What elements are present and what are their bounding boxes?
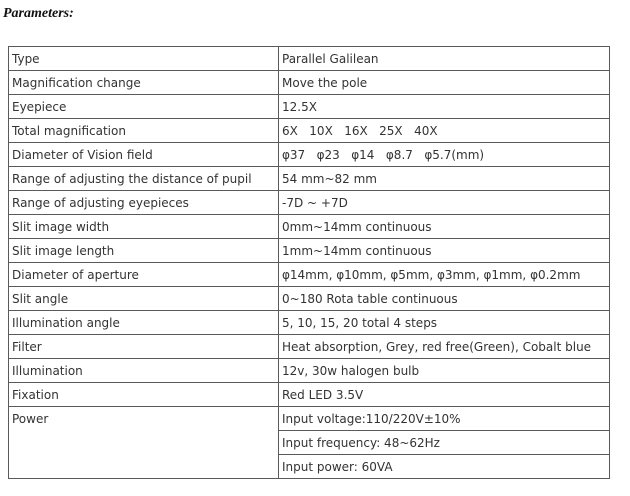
param-name-power: Power <box>9 407 279 479</box>
param-name: Magnification change <box>9 71 279 95</box>
param-name: Illumination <box>9 359 279 383</box>
table-row <box>9 95 610 119</box>
param-name: Filter <box>9 335 279 359</box>
param-value-input-frequency: Input frequency: 48~62Hz <box>279 431 610 455</box>
parameters-table <box>8 46 610 479</box>
param-name: Diameter of Vision field <box>9 143 279 167</box>
param-name: Illumination angle <box>9 311 279 335</box>
param-value: φ14mm, φ10mm, φ5mm, φ3mm, φ1mm, φ0.2mm <box>279 263 610 287</box>
table-row <box>9 335 610 359</box>
param-value: Parallel Galilean <box>279 47 610 71</box>
table-row <box>9 359 610 383</box>
param-name: Diameter of aperture <box>9 263 279 287</box>
param-name: Slit image width <box>9 215 279 239</box>
table-row <box>9 263 610 287</box>
param-name: Type <box>9 47 279 71</box>
table-row-power <box>9 407 610 431</box>
param-value-input-voltage: Input voltage:110/220V±10% <box>279 407 610 431</box>
table-row <box>9 119 610 143</box>
table-row <box>9 311 610 335</box>
param-value: Move the pole <box>279 71 610 95</box>
param-name: Slit angle <box>9 287 279 311</box>
table-row <box>9 167 610 191</box>
table-row <box>9 383 610 407</box>
param-value: 12v, 30w halogen bulb <box>279 359 610 383</box>
table-row <box>9 71 610 95</box>
param-value: 0mm~14mm continuous <box>279 215 610 239</box>
table-row <box>9 191 610 215</box>
param-value: Red LED 3.5V <box>279 383 610 407</box>
table-row <box>9 215 610 239</box>
parameters-heading: Parameters: <box>3 6 74 21</box>
param-value-input-power: Input power: 60VA <box>279 455 610 479</box>
param-value: φ37 φ23 φ14 φ8.7 φ5.7(mm) <box>279 143 610 167</box>
param-value: -7D ~ +7D <box>279 191 610 215</box>
table-row <box>9 287 610 311</box>
param-name: Range of adjusting eyepieces <box>9 191 279 215</box>
table-row <box>9 239 610 263</box>
parameters-table-body <box>9 47 610 479</box>
param-value: 54 mm~82 mm <box>279 167 610 191</box>
param-name: Slit image length <box>9 239 279 263</box>
param-name: Range of adjusting the distance of pupil <box>9 167 279 191</box>
param-name: Eyepiece <box>9 95 279 119</box>
param-value: 1mm~14mm continuous <box>279 239 610 263</box>
param-value: 6X 10X 16X 25X 40X <box>279 119 610 143</box>
param-value: 12.5X <box>279 95 610 119</box>
param-name: Total magnification <box>9 119 279 143</box>
table-row <box>9 143 610 167</box>
param-value: 5, 10, 15, 20 total 4 steps <box>279 311 610 335</box>
param-value: Heat absorption, Grey, red free(Green), Cobalt blue <box>279 335 610 359</box>
param-name: Fixation <box>9 383 279 407</box>
table-row <box>9 47 610 71</box>
param-value: 0~180 Rota table continuous <box>279 287 610 311</box>
